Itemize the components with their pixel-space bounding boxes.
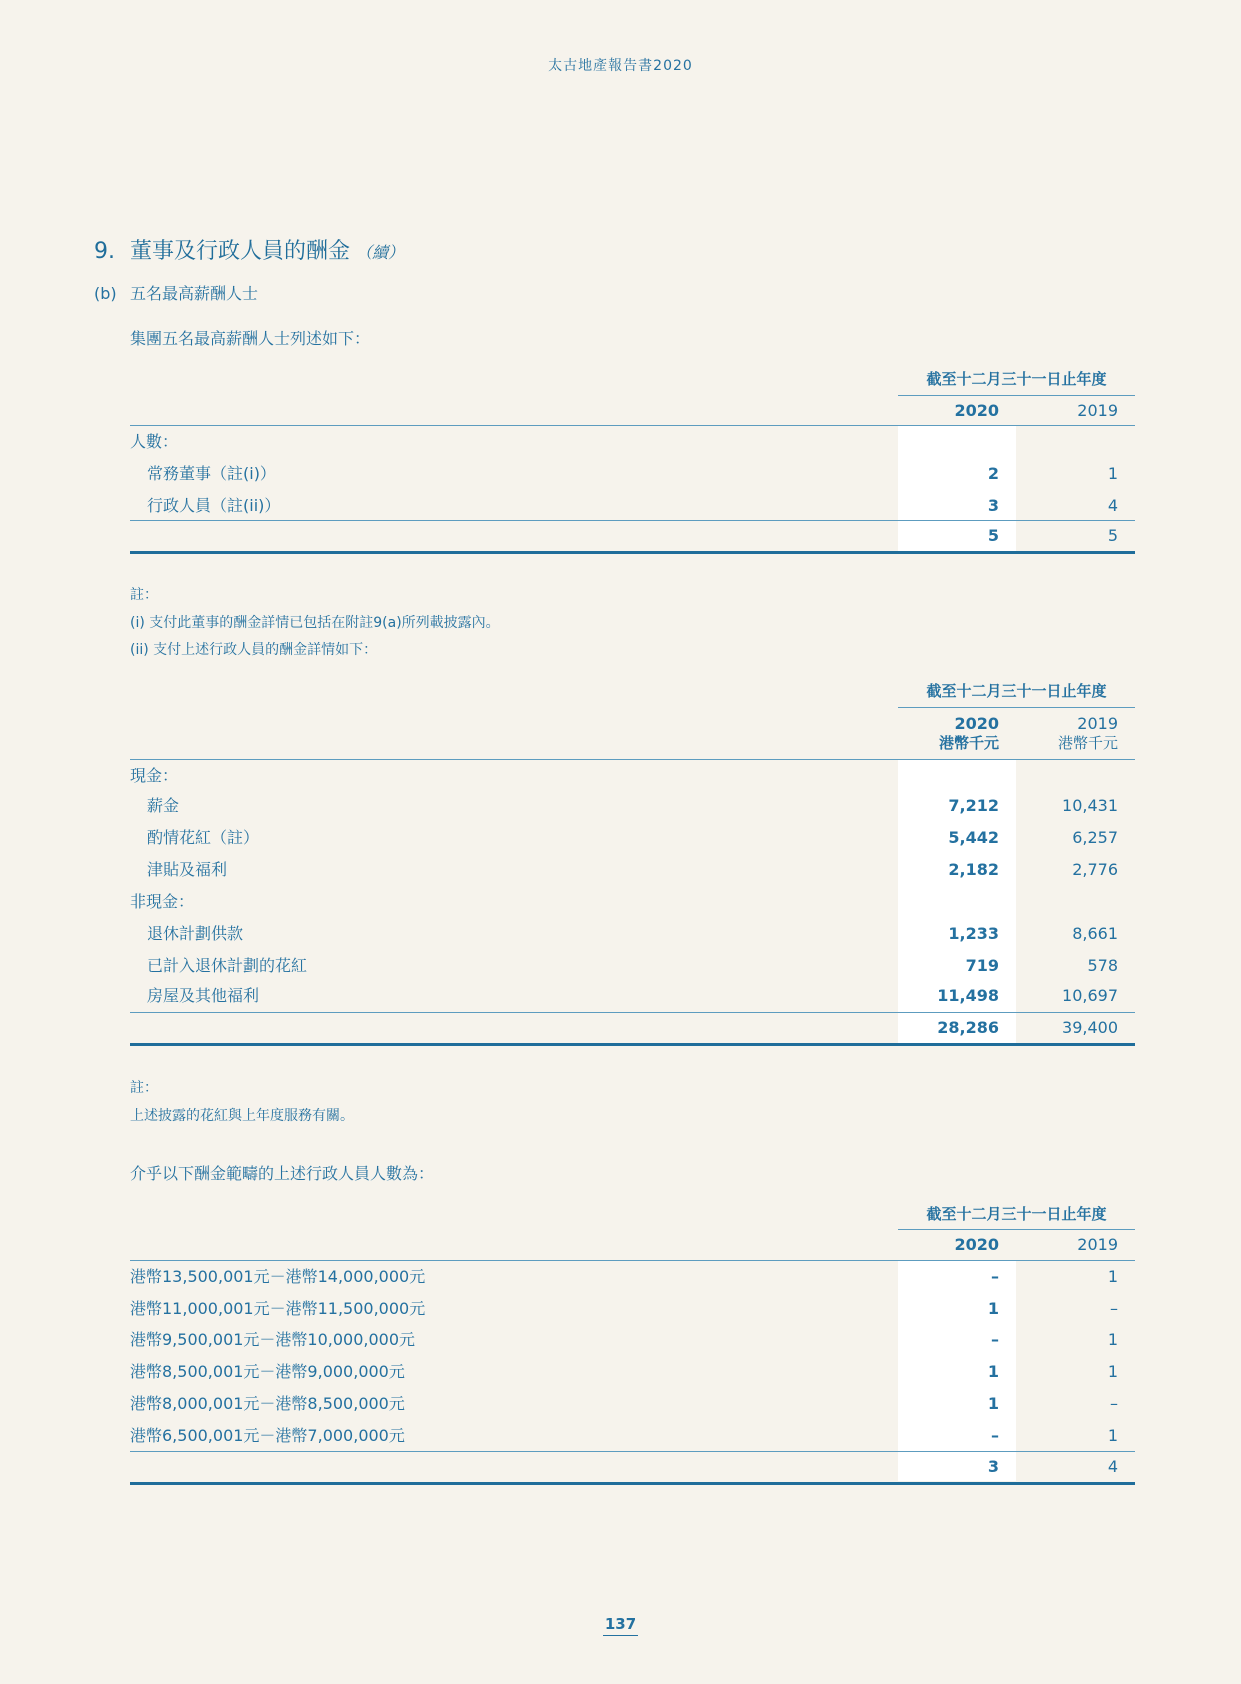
cash-label: 現金： [130, 766, 179, 785]
row-label: 退休計劃供款 [147, 924, 244, 943]
value-prior: 2,776 [1072, 860, 1118, 879]
row-label: 港幣11,000,001元－港幣11,500,000元 [130, 1299, 426, 1318]
section-title [94, 234, 404, 265]
subsection-title-text: 五名最高薪酬人士 [130, 284, 259, 303]
unit-current: 港幣千元 [938, 734, 999, 752]
row-label: 薪金 [147, 796, 180, 815]
note-text: 上述披露的花紅與上年度服務有關。 [130, 1108, 354, 1124]
notes1-heading: 註： [130, 587, 158, 603]
table-row [130, 790, 1135, 822]
year-current: 2020 [954, 1235, 999, 1254]
total-row [130, 520, 1135, 554]
table-row [130, 1420, 1135, 1452]
table-row [130, 1388, 1135, 1420]
value-current: 1,233 [948, 924, 999, 943]
year-current: 2020 [954, 401, 999, 420]
year-current: 2020 [954, 714, 999, 733]
value-prior: 1 [1107, 1426, 1118, 1445]
row-label: 港幣6,500,001元－港幣7,000,000元 [130, 1426, 405, 1445]
year-header-row [130, 1229, 1135, 1261]
table-row [130, 1356, 1135, 1388]
value-prior: 10,431 [1062, 796, 1118, 815]
notes2-heading: 註： [130, 1080, 158, 1096]
table3-intro: 介乎以下酬金範疇的上述行政人員人數為： [130, 1164, 435, 1183]
value-prior: 6,257 [1072, 828, 1118, 847]
page-number-text: 137 [603, 1615, 638, 1636]
group-label-row [130, 760, 1135, 792]
unit-prior: 港幣千元 [1057, 734, 1118, 752]
table-row [130, 980, 1135, 1012]
total-prior: 5 [1107, 526, 1118, 545]
table-row [130, 490, 1135, 522]
row-label: 酌情花紅（註） [147, 828, 260, 847]
group-label-row [130, 426, 1135, 458]
total-prior: 4 [1107, 1457, 1118, 1476]
year-prior: 2019 [1077, 401, 1118, 420]
value-prior: 8,661 [1072, 924, 1118, 943]
total-row [130, 1012, 1135, 1046]
value-prior: 4 [1107, 496, 1118, 515]
table-row [130, 822, 1135, 854]
section-title-text: 董事及行政人員的酬金 [130, 239, 351, 264]
value-prior: – [1110, 1394, 1118, 1413]
value-prior: 10,697 [1062, 986, 1118, 1005]
value-prior: 1 [1107, 1267, 1118, 1286]
table-row [130, 950, 1135, 982]
year-header-row [130, 707, 1135, 760]
row-label: 津貼及福利 [147, 860, 228, 879]
total-current: 3 [987, 1457, 999, 1476]
row-label: 常務董事（註(i)） [147, 464, 276, 483]
value-current: – [991, 1330, 999, 1349]
period-header: 截至十二月三十一日止年度 [898, 680, 1135, 708]
value-current: – [991, 1426, 999, 1445]
value-current: 7,212 [948, 796, 999, 815]
period-header: 截至十二月三十一日止年度 [898, 368, 1135, 396]
row-label: 港幣9,500,001元－港幣10,000,000元 [130, 1330, 416, 1349]
headcount-table [130, 366, 1135, 553]
year-header-row [130, 395, 1135, 426]
table-row [130, 1261, 1135, 1293]
subsection-title [94, 281, 258, 304]
note-item: (i) 支付此董事的酬金詳情已包括在附註9(a)所列載披露內。 [130, 615, 500, 631]
row-label: 港幣13,500,001元－港幣14,000,000元 [130, 1267, 426, 1286]
value-prior: 1 [1107, 1362, 1118, 1381]
note-item: (ii) 支付上述行政人員的酬金詳情如下： [130, 642, 378, 658]
period-header: 截至十二月三十一日止年度 [898, 1203, 1135, 1230]
remuneration-table [130, 678, 1135, 1048]
table-row [130, 918, 1135, 950]
page-number [0, 1615, 1241, 1633]
subsection-label: (b) [94, 284, 117, 303]
noncash-label: 非現金： [130, 892, 195, 911]
headcount-label: 人數： [130, 432, 179, 451]
value-current: 1 [987, 1362, 999, 1381]
value-current: – [991, 1267, 999, 1286]
continued-label: （續） [356, 243, 405, 262]
value-current: 5,442 [948, 828, 999, 847]
table1-intro: 集團五名最高薪酬人士列述如下： [130, 329, 371, 348]
value-current: 1 [987, 1394, 999, 1413]
row-label: 港幣8,500,001元－港幣9,000,000元 [130, 1362, 405, 1381]
bands-table [130, 1200, 1135, 1487]
row-label: 行政人員（註(ii)） [147, 496, 281, 515]
total-prior: 39,400 [1062, 1018, 1118, 1037]
running-header: 太古地產報告書2020 [548, 58, 693, 74]
table-row [130, 1293, 1135, 1325]
table-row [130, 854, 1135, 886]
value-current: 3 [987, 496, 999, 515]
total-current: 5 [987, 526, 999, 545]
group-label-row [130, 886, 1135, 918]
table-row [130, 458, 1135, 490]
year-prior: 2019 [1077, 1235, 1118, 1254]
value-prior: – [1110, 1299, 1118, 1318]
year-prior: 2019 [1077, 714, 1118, 733]
value-current: 719 [965, 956, 999, 975]
value-prior: 1 [1107, 1330, 1118, 1349]
row-label: 港幣8,000,001元－港幣8,500,000元 [130, 1394, 405, 1413]
table-row [130, 1324, 1135, 1356]
row-label: 房屋及其他福利 [147, 986, 260, 1005]
value-prior: 578 [1087, 956, 1118, 975]
value-prior: 1 [1107, 464, 1118, 483]
value-current: 1 [987, 1299, 999, 1318]
total-row [130, 1451, 1135, 1485]
value-current: 2,182 [948, 860, 999, 879]
total-current: 28,286 [937, 1018, 999, 1037]
value-current: 2 [987, 464, 999, 483]
section-number: 9. [94, 239, 115, 264]
value-current: 11,498 [937, 986, 999, 1005]
row-label: 已計入退休計劃的花紅 [147, 956, 308, 975]
